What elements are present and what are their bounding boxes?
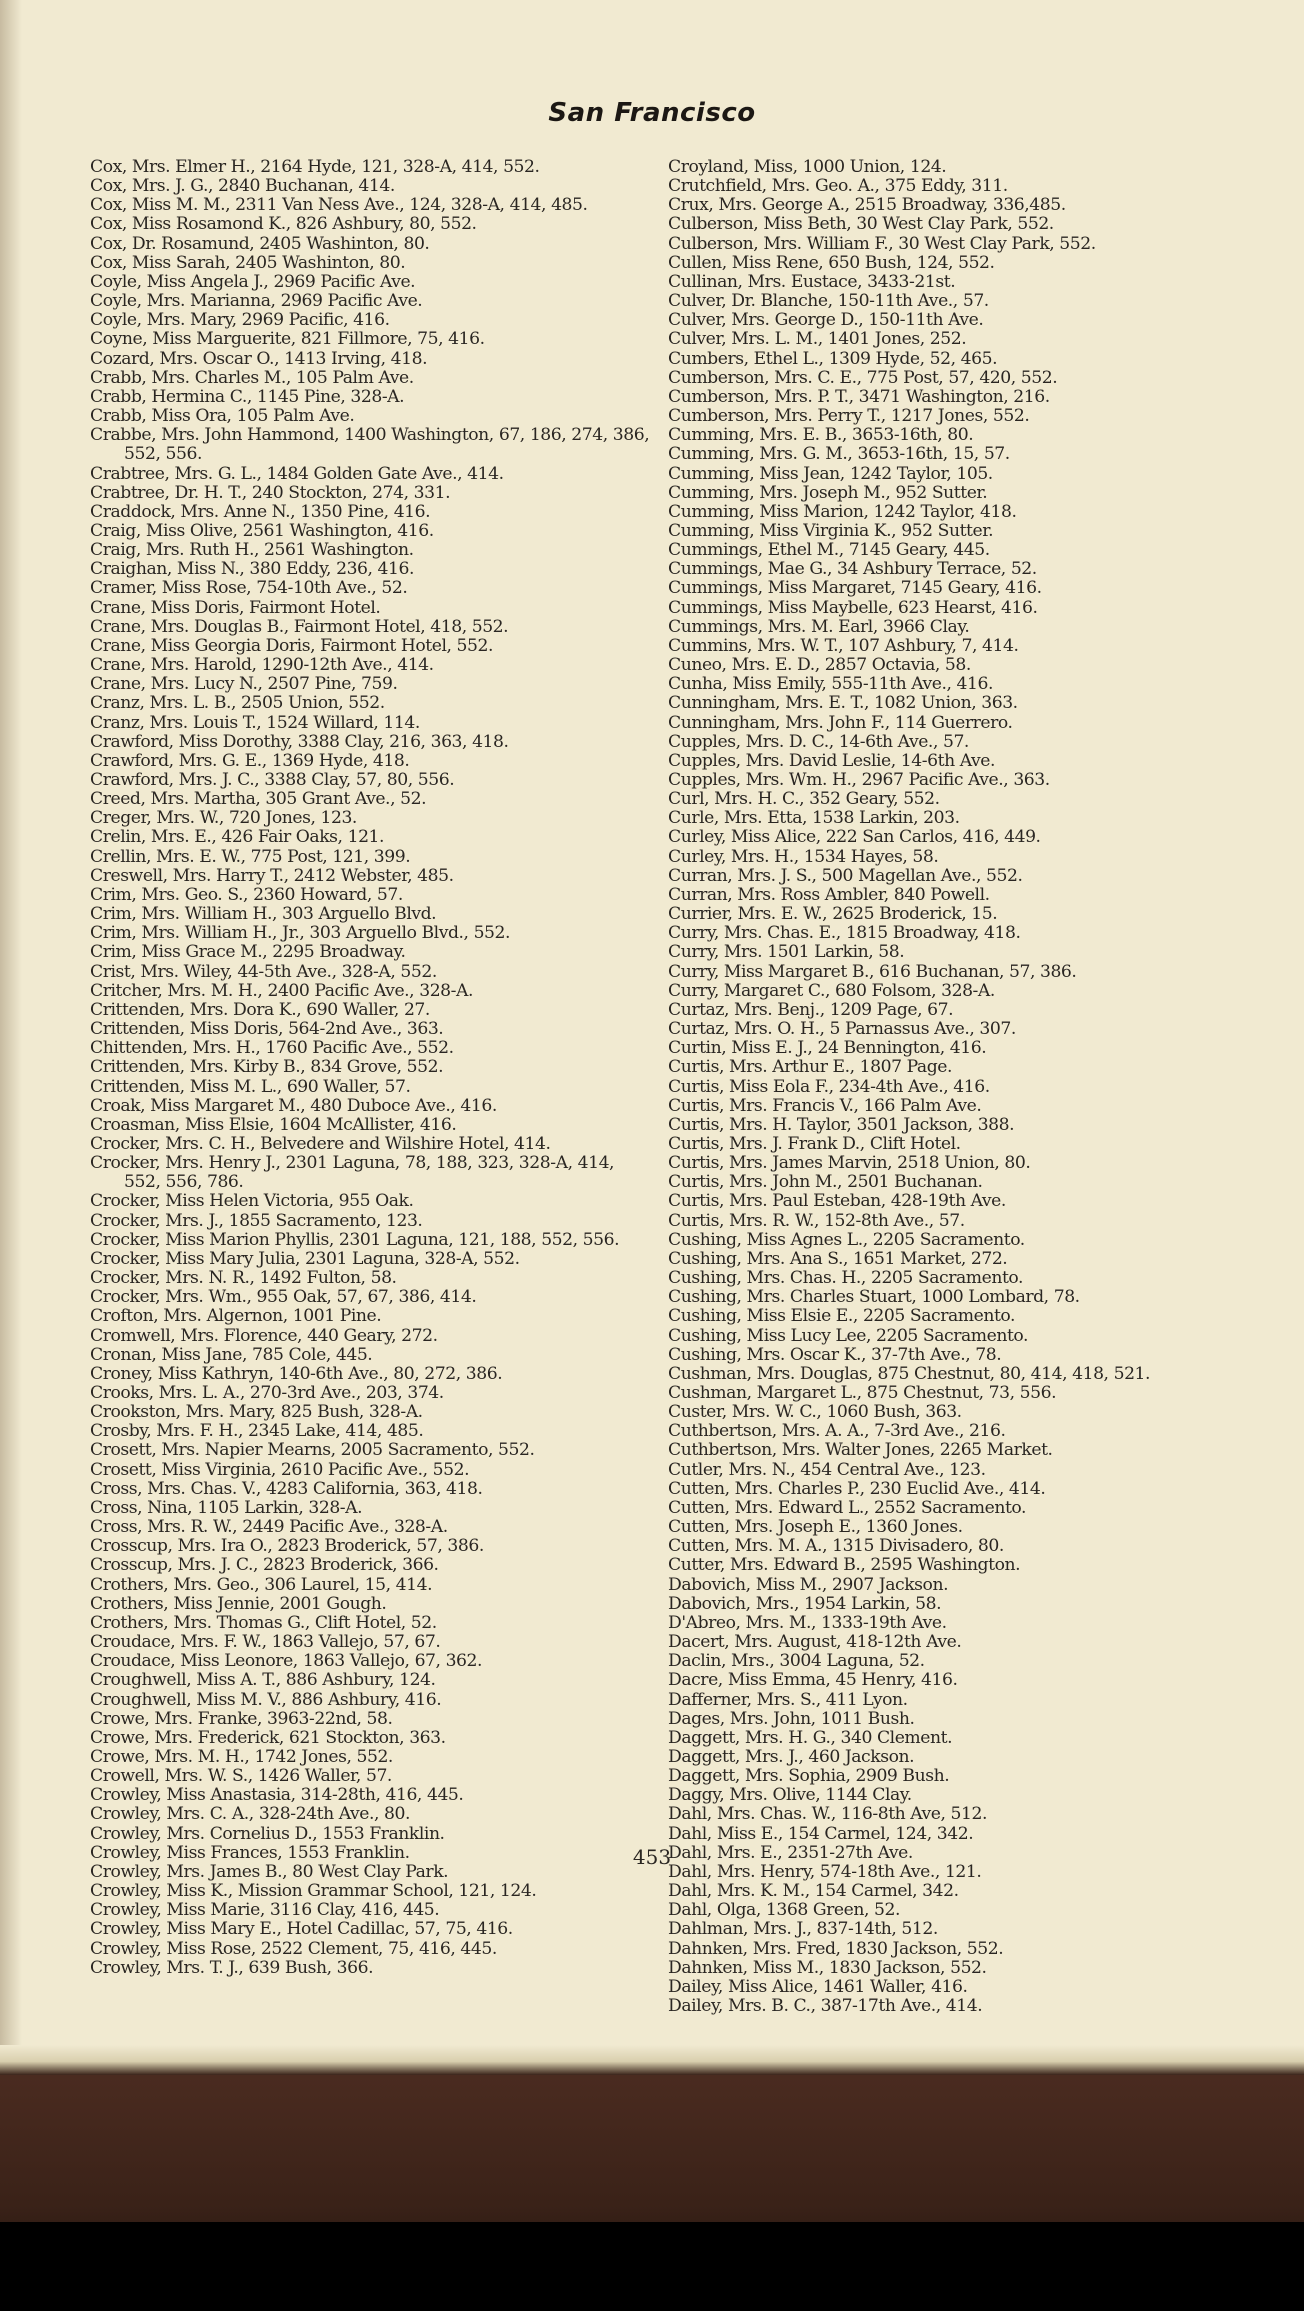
directory-entry: Curry, Mrs. 1501 Larkin, 58. [668,942,905,963]
directory-entry: Cox, Miss M. M., 2311 Van Ness Ave., 124, 328-A, 414, 485. [90,195,588,216]
directory-entry: Cunningham, Mrs. John F., 114 Guerrero. [668,712,1013,733]
directory-entry: Crittenden, Miss M. L., 690 Waller, 57. [90,1076,411,1097]
directory-entry: Croughwell, Miss M. V., 886 Ashbury, 416. [90,1689,442,1710]
directory-entry: Cutler, Mrs. N., 454 Central Ave., 123. [668,1459,986,1480]
directory-entry: Culberson, Mrs. William F., 30 West Clay Park, 552. [668,233,1096,254]
directory-entry: Cummins, Mrs. W. T., 107 Ashbury, 7, 414. [668,635,1019,656]
directory-entry: Dahl, Olga, 1368 Green, 52. [668,1900,900,1921]
directory-entry: Crim, Mrs. William H., 303 Arguello Blvd. [90,904,437,925]
directory-entry: Crosett, Miss Virginia, 2610 Pacific Ave., 552. [90,1459,470,1480]
directory-entry: Cumberson, Mrs. C. E., 775 Post, 57, 420, 552. [668,367,1058,388]
directory-entry: Cumbers, Ethel L., 1309 Hyde, 52, 465. [668,348,998,369]
directory-entry: Cummings, Mrs. M. Earl, 3966 Clay. [668,616,970,637]
directory-entry: Crane, Mrs. Lucy N., 2507 Pine, 759. [90,674,398,695]
directory-entry: Crittenden, Miss Doris, 564-2nd Ave., 363. [90,1019,444,1040]
directory-entry: Cutten, Mrs. Charles P., 230 Euclid Ave., 414. [668,1478,1046,1499]
page-edge [0,2045,1304,2075]
directory-entry: Daclin, Mrs., 3004 Laguna, 52. [668,1651,925,1672]
directory-entry: Cramer, Miss Rose, 754-10th Ave., 52. [90,578,408,599]
directory-entry: Crabb, Hermina C., 1145 Pine, 328-A. [90,386,405,407]
directory-entry: Crawford, Mrs. G. E., 1369 Hyde, 418. [90,750,410,771]
directory-entry: Crowe, Mrs. M. H., 1742 Jones, 552. [90,1746,393,1767]
directory-entry: Crocker, Mrs. J., 1855 Sacramento, 123. [90,1210,423,1231]
directory-entry: Cutten, Mrs. M. A., 1315 Divisadero, 80. [668,1536,1004,1557]
directory-entry: Curtaz, Mrs. Benj., 1209 Page, 67. [668,999,954,1020]
directory-entry: Crelin, Mrs. E., 426 Fair Oaks, 121. [90,827,385,848]
directory-entry: Crowley, Miss Frances, 1553 Franklin. [90,1842,410,1863]
directory-entry: Crofton, Mrs. Algernon, 1001 Pine. [90,1306,382,1327]
directory-entry: Curtis, Mrs. John M., 2501 Buchanan. [668,1172,983,1193]
directory-entry: Cushman, Mrs. Douglas, 875 Chestnut, 80, 414, 418, 521. [668,1363,1151,1384]
directory-entry: Crabb, Miss Ora, 105 Palm Ave. [90,406,355,427]
directory-entry: Crux, Mrs. George A., 2515 Broadway, 336,485. [668,195,1066,216]
directory-entry: Cumming, Mrs. Joseph M., 952 Sutter. [668,482,988,503]
directory-entry: Cross, Mrs. R. W., 2449 Pacific Ave., 328-A. [90,1517,448,1538]
directory-entry: Croney, Miss Kathryn, 140-6th Ave., 80, 272, 386. [90,1363,503,1384]
spine-shadow [0,0,22,2065]
directory-entry: Crim, Mrs. William H., Jr., 303 Arguello Blvd., 552. [90,923,511,944]
directory-entry: Dahl, Mrs. Chas. W., 116-8th Ave, 512. [668,1804,988,1825]
directory-entry: Cutten, Mrs. Joseph E., 1360 Jones. [668,1517,963,1538]
directory-entry: Crittenden, Mrs. Dora K., 690 Waller, 27. [90,999,430,1020]
directory-entry: Crowley, Miss K., Mission Grammar School, 121, 124. [90,1881,537,1902]
page-header-city: San Francisco [548,98,756,128]
directory-entry: Curry, Miss Margaret B., 616 Buchanan, 57, 386. [668,961,1077,982]
background-shadow [0,2222,1304,2311]
directory-entry: Cummings, Mae G., 34 Ashbury Terrace, 52. [668,559,1037,580]
directory-entry: Crothers, Miss Jennie, 2001 Gough. [90,1593,387,1614]
directory-entry: Dahlman, Mrs. J., 837-14th, 512. [668,1919,938,1940]
directory-entry: Crookston, Mrs. Mary, 825 Bush, 328-A. [90,1402,423,1423]
directory-entry: Cox, Miss Sarah, 2405 Washinton, 80. [90,252,406,273]
directory-entry: Curle, Mrs. Etta, 1538 Larkin, 203. [668,808,960,829]
directory-entry: Dabovich, Mrs., 1954 Larkin, 58. [668,1593,942,1614]
directory-entry: Dafferner, Mrs. S., 411 Lyon. [668,1689,908,1710]
directory-entry: Daggy, Mrs. Olive, 1144 Clay. [668,1785,912,1806]
directory-entry: Curry, Mrs. Chas. E., 1815 Broadway, 418. [668,923,1021,944]
directory-entry: Dages, Mrs. John, 1011 Bush. [668,1708,915,1729]
directory-entry: Cumming, Miss Jean, 1242 Taylor, 105. [668,463,993,484]
directory-entry: Cross, Mrs. Chas. V., 4283 California, 363, 418. [90,1478,483,1499]
directory-entry: Crosby, Mrs. F. H., 2345 Lake, 414, 485. [90,1421,424,1442]
directory-entry: Cumberson, Mrs. Perry T., 1217 Jones, 552. [668,406,1030,427]
directory-entry: Crowley, Mrs. T. J., 639 Bush, 366. [90,1957,374,1978]
directory-entry: Chittenden, Mrs. H., 1760 Pacific Ave., 552. [90,1038,454,1059]
directory-entry: Cuneo, Mrs. E. D., 2857 Octavia, 58. [668,655,971,676]
directory-entry: Cozard, Mrs. Oscar O., 1413 Irving, 418. [90,348,428,369]
directory-entry: Cushing, Miss Elsie E., 2205 Sacramento. [668,1306,1016,1327]
directory-entry: Dailey, Miss Alice, 1461 Waller, 416. [668,1976,968,1997]
directory-entry: Curl, Mrs. H. C., 352 Geary, 552. [668,789,940,810]
directory-entry: Culver, Mrs. George D., 150-11th Ave. [668,310,984,331]
directory-entry: Craig, Miss Olive, 2561 Washington, 416. [90,520,434,541]
directory-entry: Crowley, Mrs. Cornelius D., 1553 Franklin. [90,1823,445,1844]
directory-entry: Critcher, Mrs. M. H., 2400 Pacific Ave., 328-A. [90,980,473,1001]
directory-entry: Crothers, Mrs. Thomas G., Clift Hotel, 52. [90,1612,437,1633]
directory-entry: Cushing, Mrs. Chas. H., 2205 Sacramento. [668,1268,1024,1289]
directory-entry: Crane, Miss Georgia Doris, Fairmont Hotel, 552. [90,635,494,656]
directory-entry: Cushman, Margaret L., 875 Chestnut, 73, 556. [668,1383,1057,1403]
directory-entry: Crosscup, Mrs. Ira O., 2823 Broderick, 57, 386. [90,1536,484,1557]
directory-entry: Crowley, Mrs. C. A., 328-24th Ave., 80. [90,1804,410,1825]
directory-entry: Crosett, Mrs. Napier Mearns, 2005 Sacramento, 552. [90,1440,535,1461]
directory-entry: Cumming, Miss Virginia K., 952 Sutter. [668,520,994,541]
directory-entry: Cross, Nina, 1105 Larkin, 328-A. [90,1497,363,1518]
directory-entry: Cummings, Miss Maybelle, 623 Hearst, 416. [668,597,1038,618]
directory-entry: Cox, Miss Rosamond K., 826 Ashbury, 80, 552. [90,214,477,235]
directory-entry: Curran, Mrs. J. S., 500 Magellan Ave., 552. [668,865,1023,886]
directory-entry: Crothers, Mrs. Geo., 306 Laurel, 15, 414. [90,1574,433,1595]
directory-entry: Cumming, Mrs. E. B., 3653-16th, 80. [668,425,974,446]
directory-entry: Crowley, Miss Anastasia, 314-28th, 416, 445. [90,1785,464,1806]
directory-entry: Crowley, Miss Rose, 2522 Clement, 75, 416, 445. [90,1938,497,1959]
right-column-entries [668,158,1296,2016]
directory-entry: Crim, Miss Grace M., 2295 Broadway. [90,942,406,963]
directory-entry: Culberson, Miss Beth, 30 West Clay Park, 552. [668,214,1054,235]
directory-entry: Cunningham, Mrs. E. T., 1082 Union, 363. [668,693,1018,714]
directory-entry: Cranz, Mrs. L. B., 2505 Union, 552. [90,693,385,714]
directory-entry: Daggett, Mrs. J., 460 Jackson. [668,1746,915,1767]
directory-entry: Curtis, Mrs. J. Frank D., Clift Hotel. [668,1133,961,1154]
directory-entry: Crocker, Miss Marion Phyllis, 2301 Laguna, 121, 188, 552, 556. [90,1229,620,1250]
directory-entry: Crawford, Mrs. J. C., 3388 Clay, 57, 80, 556. [90,770,455,790]
directory-entry: Cullinan, Mrs. Eustace, 3433-21st. [668,271,956,292]
directory-entry: Croasman, Miss Elsie, 1604 McAllister, 416. [90,1114,457,1135]
directory-entry: Crim, Mrs. Geo. S., 2360 Howard, 57. [90,884,403,905]
directory-entry: Curtis, Mrs. James Marvin, 2518 Union, 80. [668,1153,1031,1174]
directory-entry: Curley, Miss Alice, 222 San Carlos, 416, 449. [668,827,1041,848]
directory-entry: Crowley, Mrs. James B., 80 West Clay Park. [90,1861,449,1882]
directory-entry: Crutchfield, Mrs. Geo. A., 375 Eddy, 311. [668,176,1008,197]
directory-entry: Cumberson, Mrs. P. T., 3471 Washington, 216. [668,386,1050,407]
directory-entry: Curtaz, Mrs. O. H., 5 Parnassus Ave., 307. [668,1019,1016,1040]
directory-entry: Curtis, Mrs. Francis V., 166 Palm Ave. [668,1095,982,1116]
directory-entry: Crosscup, Mrs. J. C., 2823 Broderick, 366. [90,1555,439,1576]
directory-entry: Crabtree, Dr. H. T., 240 Stockton, 274, 331. [90,482,451,503]
directory-entry: Cunha, Miss Emily, 555-11th Ave., 416. [668,674,994,695]
directory-entry: Creswell, Mrs. Harry T., 2412 Webster, 485. [90,865,454,886]
directory-entry: Cutten, Mrs. Edward L., 2552 Sacramento. [668,1497,1027,1518]
directory-entry: Croyland, Miss, 1000 Union, 124. [668,157,947,177]
directory-entry: Curran, Mrs. Ross Ambler, 840 Powell. [668,884,990,905]
directory-entry: Coyne, Miss Marguerite, 821 Fillmore, 75, 416. [90,329,485,350]
directory-entry: Curtis, Mrs. Arthur E., 1807 Page. [668,1057,953,1078]
directory-entry: Dailey, Mrs. B. C., 387-17th Ave., 414. [668,1996,983,2016]
directory-entry: Dahnken, Mrs. Fred, 1830 Jackson, 552. [668,1938,1004,1959]
directory-entry: Dahl, Mrs. E., 2351-27th Ave. [668,1842,913,1863]
page-number: 453 [632,1845,672,1869]
directory-entry: Craddock, Mrs. Anne N., 1350 Pine, 416. [90,501,431,522]
directory-entry: Craighan, Miss N., 380 Eddy, 236, 416. [90,559,415,580]
directory-entry: Cupples, Mrs. David Leslie, 14-6th Ave. [668,750,995,771]
directory-entry: Currier, Mrs. E. W., 2625 Broderick, 15. [668,904,998,925]
directory-entry: D'Abreo, Mrs. M., 1333-19th Ave. [668,1612,947,1633]
directory-entry: Dahl, Miss E., 154 Carmel, 124, 342. [668,1823,974,1844]
directory-entry: Creed, Mrs. Martha, 305 Grant Ave., 52. [90,789,427,810]
directory-entry: Cumming, Mrs. G. M., 3653-16th, 15, 57. [668,444,1010,465]
directory-entry: Cushing, Mrs. Ana S., 1651 Market, 272. [668,1248,1008,1269]
directory-entry: Crane, Miss Doris, Fairmont Hotel. [90,597,381,618]
directory-entry: Cox, Mrs. Elmer H., 2164 Hyde, 121, 328-A, 414, 552. [90,157,540,177]
directory-entry: Curtis, Mrs. H. Taylor, 3501 Jackson, 388. [668,1114,1015,1135]
directory-entry: Cushing, Miss Lucy Lee, 2205 Sacramento. [668,1325,1029,1346]
directory-entry: Cuthbertson, Mrs. A. A., 7-3rd Ave., 216. [668,1421,1006,1442]
directory-entry: Dahl, Mrs. Henry, 574-18th Ave., 121. [668,1861,982,1882]
directory-entry: Cuthbertson, Mrs. Walter Jones, 2265 Market. [668,1440,1053,1461]
directory-entry: Custer, Mrs. W. C., 1060 Bush, 363. [668,1402,962,1423]
directory-entry: Cutter, Mrs. Edward B., 2595 Washington. [668,1555,1021,1576]
directory-entry: Crawford, Miss Dorothy, 3388 Clay, 216, 363, 418. [90,731,509,752]
directory-entry: Cronan, Miss Jane, 785 Cole, 445. [90,1344,373,1365]
directory-entry: Curtis, Mrs. Paul Esteban, 428-19th Ave. [668,1191,1006,1212]
directory-entry: Crocker, Miss Mary Julia, 2301 Laguna, 328-A, 552. [90,1248,520,1269]
directory-entry: Crocker, Mrs. N. R., 1492 Fulton, 58. [90,1268,397,1289]
directory-entry: Dahl, Mrs. K. M., 154 Carmel, 342. [668,1881,959,1902]
directory-entry: Cranz, Mrs. Louis T., 1524 Willard, 114. [90,712,420,733]
directory-entry: Curley, Mrs. H., 1534 Hayes, 58. [668,846,939,867]
directory-entry: Crooks, Mrs. L. A., 270-3rd Ave., 203, 374. [90,1383,444,1403]
directory-entry: Daggett, Mrs. Sophia, 2909 Bush. [668,1766,950,1787]
directory-entry: Coyle, Mrs. Mary, 2969 Pacific, 416. [90,310,390,331]
directory-entry: Crocker, Mrs. Henry J., 2301 Laguna, 78, 188, 323, 328-A, 414, 552, 556, 786. [90,1153,615,1193]
directory-entry: Dacert, Mrs. August, 418-12th Ave. [668,1632,962,1653]
directory-entry: Crabtree, Mrs. G. L., 1484 Golden Gate Ave., 414. [90,463,504,484]
directory-entry: Culver, Dr. Blanche, 150-11th Ave., 57. [668,291,989,312]
directory-entry: Croudace, Miss Leonore, 1863 Vallejo, 67, 362. [90,1651,483,1672]
directory-entry: Cumming, Miss Marion, 1242 Taylor, 418. [668,501,1017,522]
directory-entry: Coyle, Mrs. Marianna, 2969 Pacific Ave. [90,291,423,312]
directory-entry: Daggett, Mrs. H. G., 340 Clement. [668,1727,953,1748]
directory-entry: Crocker, Mrs. C. H., Belvedere and Wilshire Hotel, 414. [90,1133,551,1154]
directory-entry: Cupples, Mrs. Wm. H., 2967 Pacific Ave., 363. [668,770,1050,790]
directory-entry: Crellin, Mrs. E. W., 775 Post, 121, 399. [90,846,411,867]
directory-entry: Crowley, Miss Marie, 3116 Clay, 416, 445. [90,1900,440,1921]
directory-entry: Crowe, Mrs. Frederick, 621 Stockton, 363. [90,1727,446,1748]
directory-entry: Cushing, Mrs. Oscar K., 37-7th Ave., 78. [668,1344,1002,1365]
directory-entry: Crowley, Miss Mary E., Hotel Cadillac, 57, 75, 416. [90,1919,513,1940]
directory-entry: Crocker, Miss Helen Victoria, 955 Oak. [90,1191,414,1212]
directory-entry: Coyle, Miss Angela J., 2969 Pacific Ave. [90,271,416,292]
directory-entry: Culver, Mrs. L. M., 1401 Jones, 252. [668,329,967,350]
directory-entry: Curtis, Mrs. R. W., 152-8th Ave., 57. [668,1210,965,1231]
directory-entry: Crittenden, Mrs. Kirby B., 834 Grove, 552. [90,1057,444,1078]
left-column-entries [90,158,655,1978]
directory-entry: Crane, Mrs. Harold, 1290-12th Ave., 414. [90,655,434,676]
directory-entry: Curtis, Miss Eola F., 234-4th Ave., 416. [668,1076,990,1097]
directory-entry: Dabovich, Miss M., 2907 Jackson. [668,1574,949,1595]
directory-entry: Craig, Mrs. Ruth H., 2561 Washington. [90,540,414,561]
directory-entry: Crane, Mrs. Douglas B., Fairmont Hotel, 418, 552. [90,616,509,637]
directory-entry: Croak, Miss Margaret M., 480 Duboce Ave., 416. [90,1095,497,1116]
directory-entry: Cullen, Miss Rene, 650 Bush, 124, 552. [668,252,995,273]
directory-entry: Creger, Mrs. W., 720 Jones, 123. [90,808,357,829]
directory-entry: Crist, Mrs. Wiley, 44-5th Ave., 328-A, 552. [90,961,437,982]
directory-entry: Cushing, Miss Agnes L., 2205 Sacramento. [668,1229,1025,1250]
directory-entry: Curtin, Miss E. J., 24 Bennington, 416. [668,1038,987,1059]
directory-entry: Curry, Margaret C., 680 Folsom, 328-A. [668,980,995,1001]
directory-entry: Cushing, Mrs. Charles Stuart, 1000 Lombard, 78. [668,1287,1080,1308]
directory-entry: Crabb, Mrs. Charles M., 105 Palm Ave. [90,367,414,388]
directory-entry: Crowell, Mrs. W. S., 1426 Waller, 57. [90,1766,392,1787]
directory-entry: Dahnken, Miss M., 1830 Jackson, 552. [668,1957,987,1978]
directory-entry: Cox, Dr. Rosamund, 2405 Washinton, 80. [90,233,430,254]
directory-entry: Cromwell, Mrs. Florence, 440 Geary, 272. [90,1325,438,1346]
directory-entry: Cupples, Mrs. D. C., 14-6th Ave., 57. [668,731,969,752]
directory-entry: Crabbe, Mrs. John Hammond, 1400 Washington, 67, 186, 274, 386, 552, 556. [90,425,650,465]
directory-entry: Croughwell, Miss A. T., 886 Ashbury, 124. [90,1670,436,1691]
directory-entry: Cummings, Miss Margaret, 7145 Geary, 416. [668,578,1042,599]
directory-entry: Crocker, Mrs. Wm., 955 Oak, 57, 67, 386, 414. [90,1287,477,1308]
directory-entry: Dacre, Miss Emma, 45 Henry, 416. [668,1670,958,1691]
directory-entry: Croudace, Mrs. F. W., 1863 Vallejo, 57, 67. [90,1632,441,1653]
directory-entry: Cox, Mrs. J. G., 2840 Buchanan, 414. [90,176,395,197]
directory-entry: Crowe, Mrs. Franke, 3963-22nd, 58. [90,1708,393,1729]
directory-entry: Cummings, Ethel M., 7145 Geary, 445. [668,540,990,561]
